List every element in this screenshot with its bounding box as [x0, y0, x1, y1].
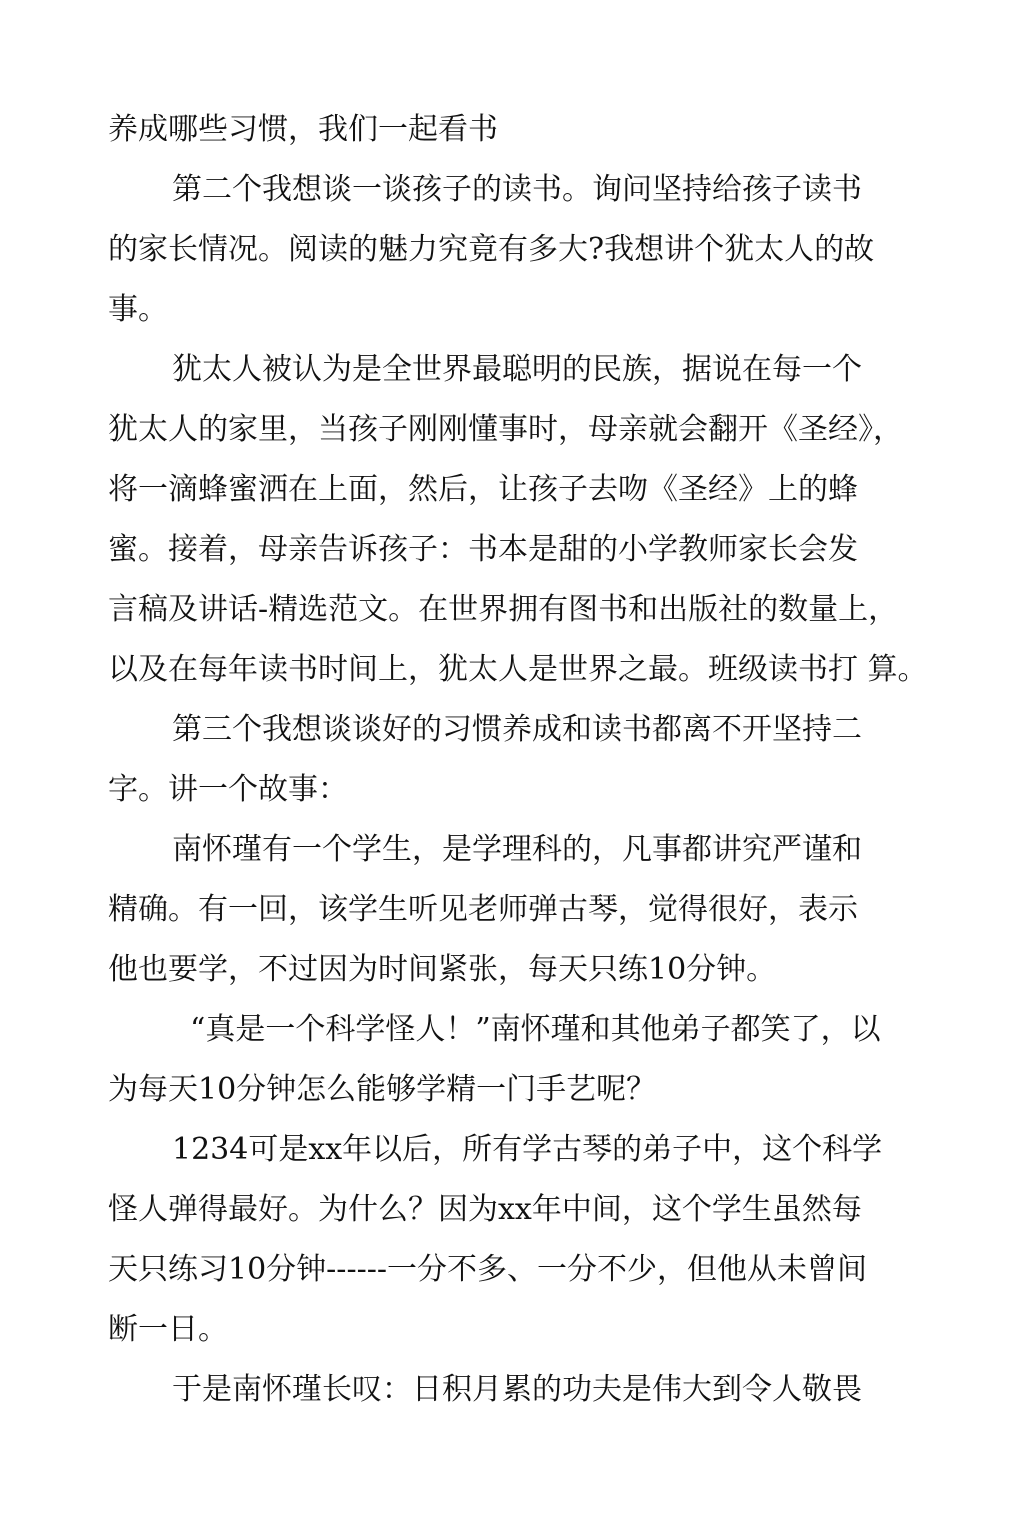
text-line: 以及在每年读书时间上，犹太人是世界之最。班级读书打 算。: [108, 652, 928, 687]
text-line: 断一日。: [108, 1312, 228, 1347]
text-line: 蜜。接着，母亲告诉孩子：书本是甜的小学教师家长会发: [108, 532, 858, 567]
paragraph-first-line: 南怀瑾有一个学生，是学理科的，凡事都讲究严谨和: [172, 832, 862, 867]
text-line: 言稿及讲话-精选范文。在世界拥有图书和出版社的数量上，: [108, 592, 899, 627]
text-line: 怪人弹得最好。为什么？因为xx年中间，这个学生虽然每: [108, 1192, 862, 1227]
text-line: 养成哪些习惯，我们一起看书: [108, 112, 498, 147]
paragraph-first-line: 第三个我想谈谈好的习惯养成和读书都离不开坚持二: [172, 712, 862, 747]
text-line: 事。: [108, 292, 168, 327]
text-line: 天只练习10分钟------一分不多、一分不少，但他从未曾间: [108, 1252, 867, 1287]
text-line: 犹太人的家里，当孩子刚刚懂事时，母亲就会翻开《圣经》，: [108, 412, 903, 447]
text-line: 字。讲一个故事：: [108, 772, 348, 807]
text-line: 的家长情况。阅读的魅力究竟有多大?我想讲个犹太人的故: [108, 232, 875, 267]
paragraph-first-line: 1234可是xx年以后，所有学古琴的弟子中，这个科学: [172, 1132, 883, 1167]
text-line: 他也要学，不过因为时间紧张，每天只练10分钟。: [108, 952, 777, 987]
text-line: 为每天10分钟怎么能够学精一门手艺呢？: [108, 1072, 657, 1107]
paragraph-first-line: “真是一个科学怪人！”南怀瑾和其他弟子都笑了，以: [190, 1012, 881, 1047]
paragraph-first-line: 犹太人被认为是全世界最聪明的民族，据说在每一个: [172, 352, 862, 387]
paragraph-first-line: 于是南怀瑾长叹：日积月累的功夫是伟大到令人敬畏: [172, 1372, 862, 1407]
text-line: 将一滴蜂蜜洒在上面，然后，让孩子去吻《圣经》上的蜂: [108, 472, 858, 507]
text-line: 精确。有一回，该学生听见老师弹古琴，觉得很好，表示: [108, 892, 858, 927]
paragraph-first-line: 第二个我想谈一谈孩子的读书。询问坚持给孩子读书: [172, 172, 862, 207]
